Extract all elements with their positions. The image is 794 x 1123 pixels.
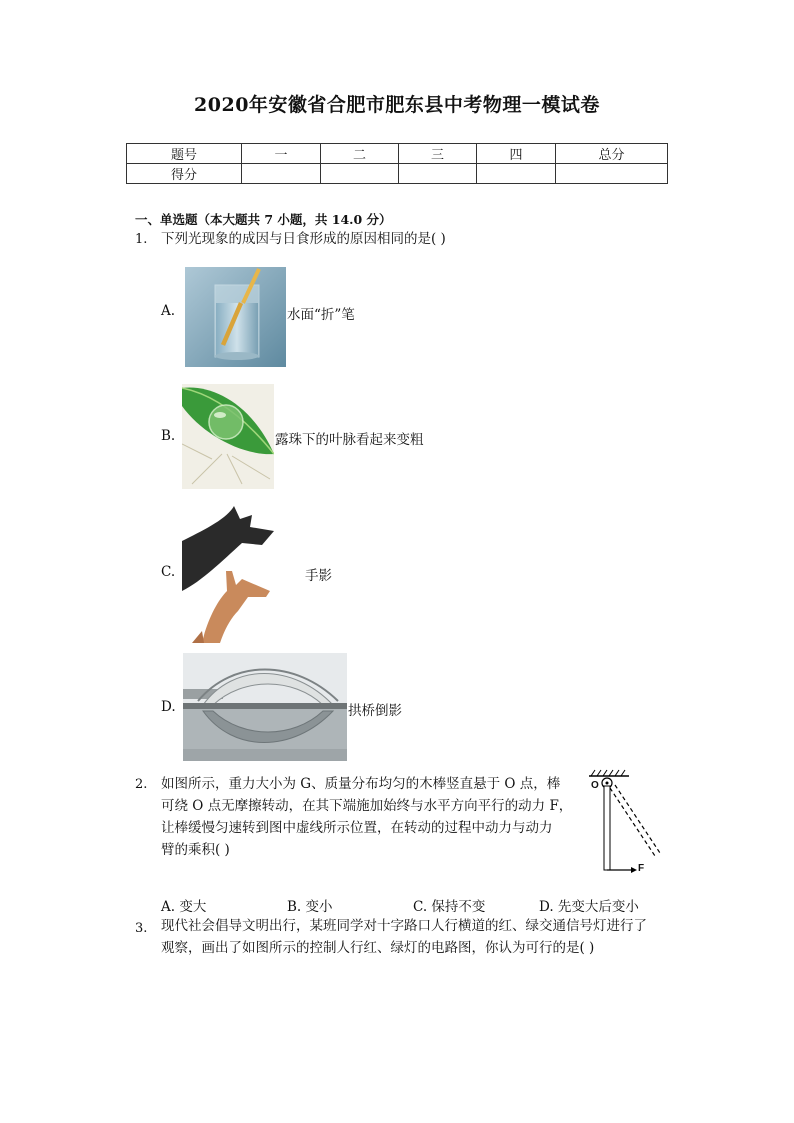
option-letter: C.	[161, 564, 176, 580]
option-caption: 水面“折”笔	[287, 307, 355, 323]
score-header-cell: 三	[399, 144, 477, 164]
score-header-cell: 总分	[556, 144, 668, 164]
choice-c: C. 保持不变	[413, 899, 486, 915]
option-letter: D.	[161, 699, 176, 715]
dewdrop-leaf-photo	[182, 384, 274, 489]
glass-pencil-photo	[185, 267, 286, 367]
lever-diagram	[585, 768, 665, 878]
score-cell	[321, 164, 399, 184]
force-label: F	[638, 863, 645, 874]
score-cell	[242, 164, 321, 184]
question-line: 观察，画出了如图所示的控制人行红、绿灯的电路图，你认为可行的是( )	[161, 940, 595, 956]
question-number: 2.	[135, 777, 148, 792]
question-text	[161, 773, 581, 861]
question-line: 让棒缓慢匀速转到图中虚线所示位置，在转动的过程中动力与动力	[161, 820, 553, 836]
score-table-row	[127, 164, 668, 184]
score-header-cell: 二	[321, 144, 399, 164]
question-number: 1.	[135, 232, 148, 247]
hand-shadow-photo	[182, 501, 276, 643]
score-table	[126, 143, 668, 184]
score-cell	[556, 164, 668, 184]
section-heading: 一、单选题（本大题共 7 小题，共 14.0 分）	[135, 212, 392, 227]
question-line: 如图所示，重力大小为 G、质量分布均匀的木棒竖直悬于 O 点，棒	[161, 776, 561, 792]
option-caption: 手影	[305, 568, 332, 584]
question-number: 3.	[135, 921, 148, 936]
score-header-cell: 题号	[127, 144, 242, 164]
question-line: 现代社会倡导文明出行，某班同学对十字路口人行横道的红、绿交通信号灯进行了	[161, 918, 647, 934]
question-text	[161, 915, 681, 959]
choice-a: A. 变大	[161, 899, 207, 915]
option-caption: 拱桥倒影	[348, 703, 402, 719]
question-line: 可绕 O 点无摩擦转动，在其下端施加始终与水平方向平行的动力 F，	[161, 798, 573, 814]
score-table-header-row	[127, 144, 668, 164]
question-line: 臂的乘积( )	[161, 842, 230, 858]
score-cell	[477, 164, 556, 184]
question-text: 下列光现象的成因与日食形成的原因相同的是( )	[161, 231, 446, 247]
score-header-cell: 四	[477, 144, 556, 164]
option-letter: A.	[161, 303, 176, 319]
choice-b: B. 变小	[287, 899, 333, 915]
arch-bridge-photo	[183, 653, 347, 761]
option-letter: B.	[161, 428, 176, 444]
score-row-label: 得分	[127, 164, 242, 184]
score-cell	[399, 164, 477, 184]
pivot-label: O	[591, 780, 599, 791]
score-header-cell: 一	[242, 144, 321, 164]
choice-d: D. 先变大后变小	[539, 899, 639, 915]
option-caption: 露珠下的叶脉看起来变粗	[275, 432, 424, 448]
page-title: 2020年安徽省合肥市肥东县中考物理一模试卷	[194, 94, 600, 116]
